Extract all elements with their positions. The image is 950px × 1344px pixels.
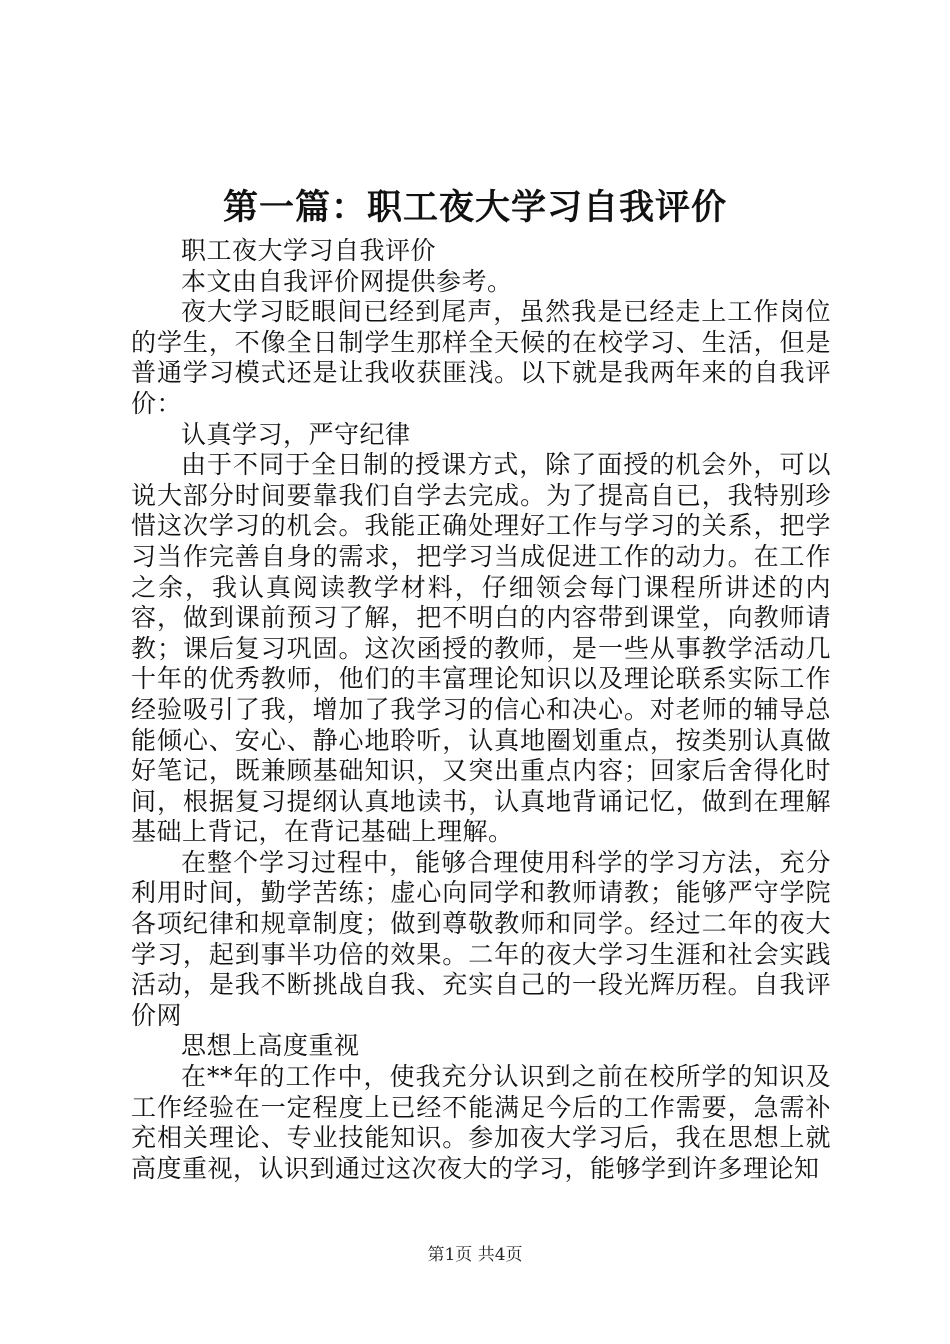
document-body	[131, 236, 831, 1184]
paragraph-subtitle: 职工夜大学习自我评价	[181, 236, 437, 265]
paragraph-source-note: 本文由自我评价网提供参考。	[181, 266, 513, 296]
paragraph-attitude: 在**年的工作中，使我充分认识到之前在校所学的知识及工作经验在一定程度上已经不能满足今后的工作需要，急需补充相关理论、专业技能知识。参加夜大学习后，我在思想上就高度重视，认识到通过这次夜大的学习，能够学到许多理论知	[131, 1062, 831, 1183]
document-title: 第一篇：职工夜大学习自我评价	[222, 187, 727, 228]
section-heading-study-discipline: 认真学习，严守纪律	[181, 419, 411, 449]
paragraph-study-method: 由于不同于全日制的授课方式，除了面授的机会外，可以说大部分时间要靠我们自学去完成。为了提高自已，我特别珍惜这次学习的机会。我能正确处理好工作与学习的关系，把学习当作完善自身的需求，把学习当成促进工作的动力。在工作之余，我认真阅读教学材料，仔细领会每门课程所讲述的内容，做到课前预习了解，把不明白的内容带到课堂，向教师请教；课后复习巩固。这次函授的教师，是一些从事教学活动几十年的优秀教师，他们的丰富理论知识以及理论联系实际工作经验吸引了我，增加了我学习的信心和决心。对老师的辅导总能倾心、安心、静心地聆听，认真地圈划重点，按类别认真做好笔记，既兼顾基础知识，又突出重点内容；回家后舍得化时间，根据复习提纲认真地读书，认真地背诵记忆，做到在理解基础上背记，在背记基础上理解。	[131, 450, 831, 847]
section-heading-attitude: 思想上高度重视	[181, 1031, 360, 1061]
page-number-footer: 第1页 共4页	[427, 1245, 523, 1265]
paragraph-learning-process: 在整个学习过程中，能够合理使用科学的学习方法，充分利用时间，勤学苦练；虚心向同学和教师请教；能够严守学院各项纪律和规章制度；做到尊敬教师和同学。经过二年的夜大学习，起到事半功倍的效果。二年的夜大学习生涯和社会实践活动，是我不断挑战自我、充实自己的一段光辉历程。自我评价网	[131, 847, 831, 1030]
paragraph-intro: 夜大学习眨眼间已经到尾声，虽然我是已经走上工作岗位的学生，不像全日制学生那样全天候的在校学习、生活，但是普通学习模式还是让我收获匪浅。以下就是我两年来的自我评价：	[131, 297, 831, 418]
